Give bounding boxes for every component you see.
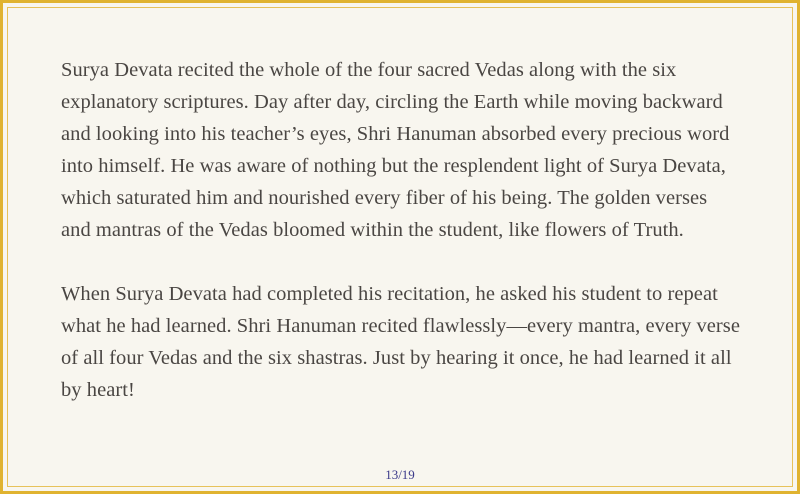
text-line: When Surya Devata had completed his recitation, he asked his student to repeat xyxy=(61,283,718,305)
page-text xyxy=(61,54,751,406)
text-line: by heart! xyxy=(61,379,135,401)
page-number: 13/19 xyxy=(385,467,415,482)
paragraph-2 xyxy=(61,278,751,406)
paragraph-1 xyxy=(61,54,751,246)
text-line: explanatory scriptures. Day after day, circling the Earth while moving backward xyxy=(61,91,723,113)
text-line: what he had learned. Shri Hanuman recited flawlessly—every mantra, every verse xyxy=(61,315,740,337)
text-line: and mantras of the Vedas bloomed within the student, like flowers of Truth. xyxy=(61,219,684,241)
text-line: into himself. He was aware of nothing but the resplendent light of Surya Devata, xyxy=(61,155,726,177)
text-line: of all four Vedas and the six shastras. Just by hearing it once, he had learned it all xyxy=(61,347,732,369)
text-line: which saturated him and nourished every fiber of his being. The golden verses xyxy=(61,187,708,209)
text-line: and looking into his teacher’s eyes, Shri Hanuman absorbed every precious word xyxy=(61,123,730,145)
text-line: Surya Devata recited the whole of the four sacred Vedas along with the six xyxy=(61,59,677,81)
